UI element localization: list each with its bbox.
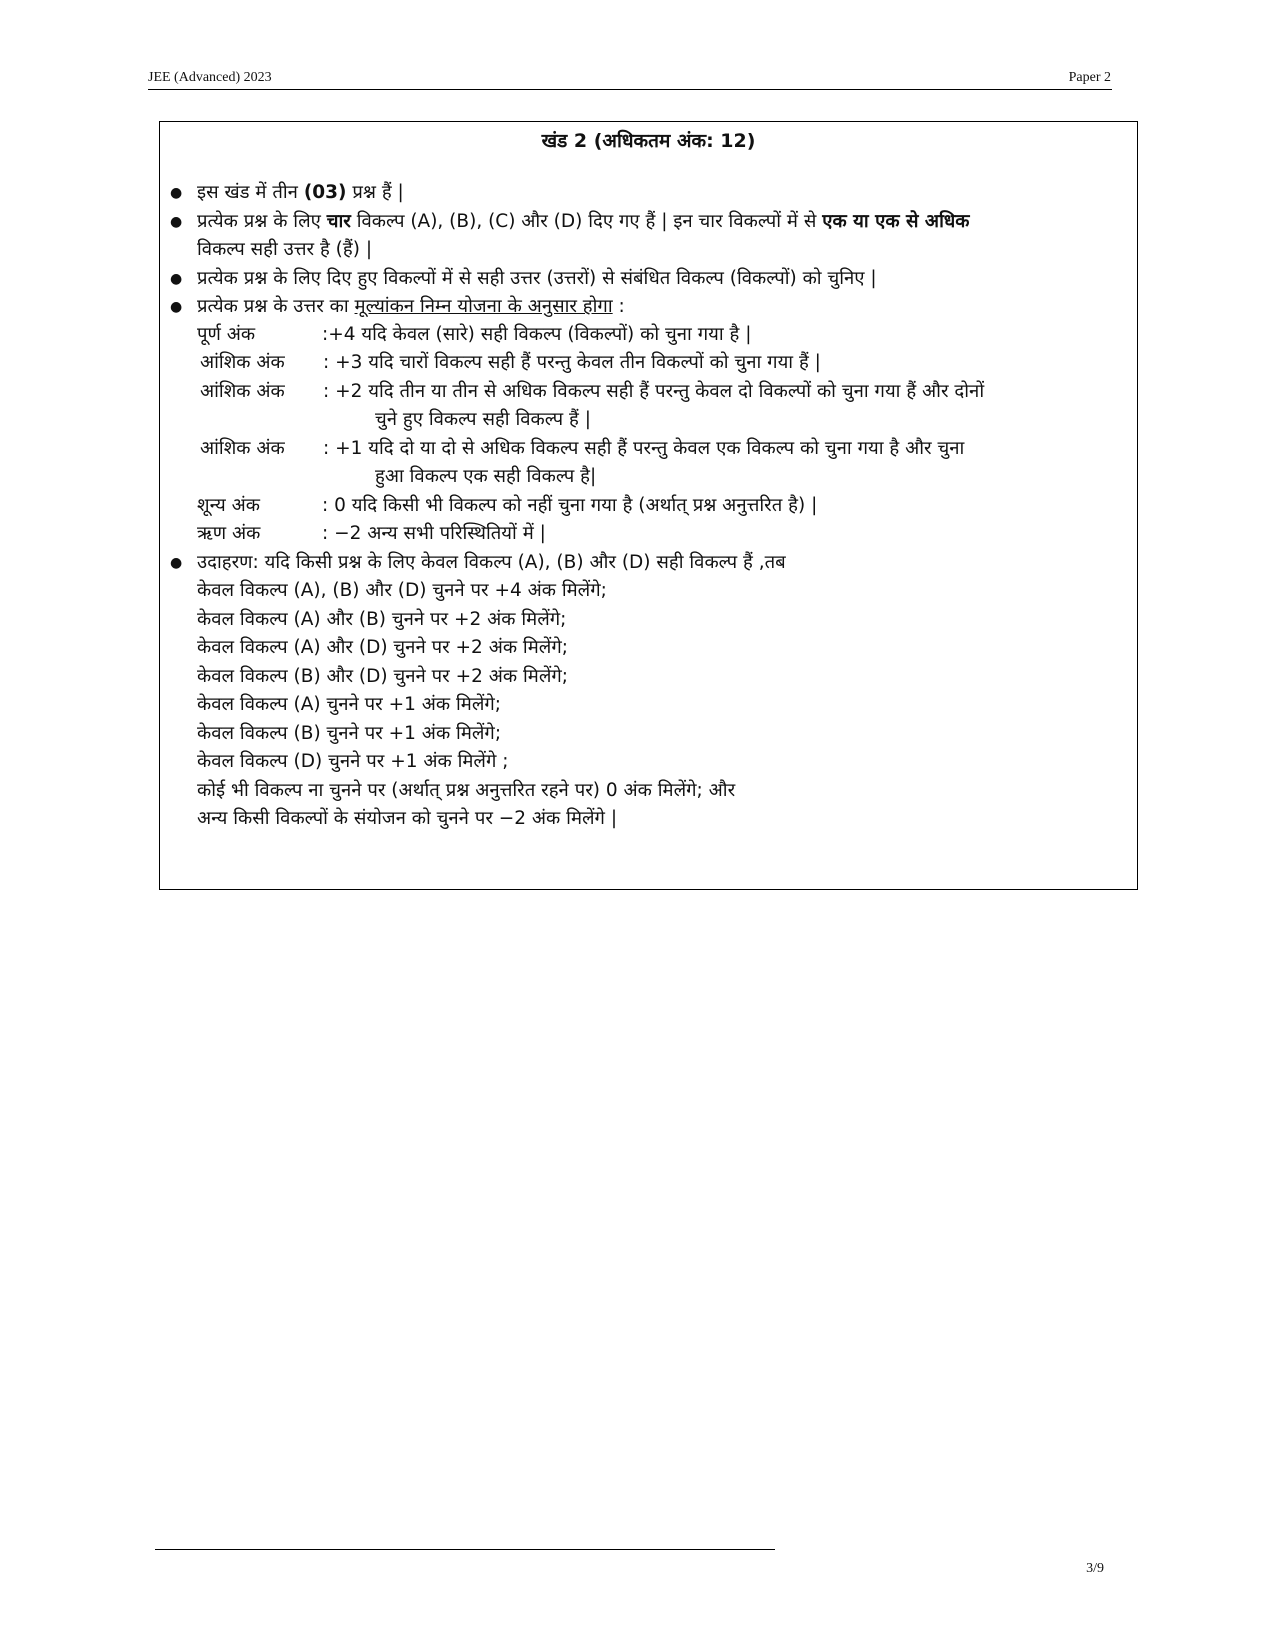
text: :	[612, 296, 625, 317]
marking-text: : −2 अन्य सभी परिस्थितियों में |	[322, 523, 546, 544]
section-title: खंड 2 (अधिकतम अंक: 12)	[541, 130, 756, 152]
bold-text: एक या एक से अधिक	[822, 211, 970, 232]
bullet-options-continued: विकल्प सही उत्तर है (हैं) |	[197, 239, 373, 260]
marking-negative	[197, 520, 546, 548]
marking-text: :+4 यदि केवल (सारे) सही विकल्प (विकल्पों) को चुना गया है |	[322, 324, 752, 345]
instructions-box	[159, 121, 1138, 890]
example-line: केवल विकल्प (B) चुनने पर +1 अंक मिलेंगे;	[197, 723, 502, 744]
example-line: केवल विकल्प (B) और (D) चुनने पर +2 अंक मिलेंगे;	[197, 666, 569, 687]
bold-text: (03)	[303, 182, 347, 203]
marking-partial-2	[197, 378, 984, 406]
marking-label: शून्य अंक	[197, 495, 260, 516]
marking-partial-2-continued: चुने हुए विकल्प सही विकल्प हैं |	[375, 409, 591, 430]
page-number: 3/9	[1086, 1561, 1104, 1576]
text: विकल्प (A), (B), (C) और (D) दिए गए हैं | इन चार विकल्पों में से	[350, 211, 823, 232]
example-line: केवल विकल्प (A) और (B) चुनने पर +2 अंक मिलेंगे;	[197, 609, 567, 630]
bullet-icon: ●	[170, 555, 183, 571]
header-paper-label: Paper 2	[1068, 70, 1111, 85]
marking-partial-1-continued: हुआ विकल्प एक सही विकल्प है|	[375, 466, 597, 487]
header-exam-title: JEE (Advanced) 2023	[148, 70, 272, 85]
marking-label: ऋण अंक	[197, 523, 261, 544]
marking-partial-1	[197, 435, 964, 463]
marking-label: आंशिक अंक	[200, 352, 285, 373]
marking-text: : +3 यदि चारों विकल्प सही हैं परन्तु केवल तीन विकल्पों को चुना गया हैं |	[323, 352, 821, 373]
example-intro: उदाहरण: यदि किसी प्रश्न के लिए केवल विकल्प (A), (B) और (D) सही विकल्प हैं ,तब	[197, 552, 786, 573]
bullet-marking-scheme	[197, 293, 625, 321]
bullet-question-count	[197, 179, 404, 207]
marking-label: आंशिक अंक	[200, 438, 285, 459]
marking-label: पूर्ण अंक	[197, 324, 256, 345]
marking-label: आंशिक अंक	[200, 381, 285, 402]
bullet-icon: ●	[170, 214, 183, 230]
bullet-choose: प्रत्येक प्रश्न के लिए दिए हुए विकल्पों में से सही उत्तर (उत्तरों) से संबंधित विकल्प (विकल्पों) को चुनिए |	[197, 268, 877, 289]
marking-text: : +1 यदि दो या दो से अधिक विकल्प सही हैं परन्तु केवल एक विकल्प को चुना गया है और चुना	[323, 438, 965, 459]
bold-text: चार	[326, 211, 351, 232]
marking-text: : 0 यदि किसी भी विकल्प को नहीं चुना गया है (अर्थात् प्रश्न अनुत्तरित है) |	[322, 495, 818, 516]
bullet-icon: ●	[170, 299, 183, 315]
example-line: कोई भी विकल्प ना चुनने पर (अर्थात् प्रश्न अनुत्तरित रहने पर) 0 अंक मिलेंगे; और	[197, 780, 736, 801]
text: प्रश्न हैं |	[346, 182, 404, 203]
marking-full	[197, 321, 751, 349]
bullet-options	[197, 208, 969, 236]
marking-text: : +2 यदि तीन या तीन से अधिक विकल्प सही हैं परन्तु केवल दो विकल्पों को चुना गया हैं और दोनों	[323, 381, 985, 402]
text: प्रत्येक प्रश्न के उत्तर का	[197, 296, 355, 317]
example-line: केवल विकल्प (A), (B) और (D) चुनने पर +4 अंक मिलेंगे;	[197, 580, 607, 601]
header-rule	[148, 89, 1112, 90]
bullet-icon: ●	[170, 271, 183, 287]
example-line: केवल विकल्प (D) चुनने पर +1 अंक मिलेंगे ;	[197, 751, 509, 772]
footer-rule	[155, 1549, 775, 1550]
marking-partial-3	[197, 349, 821, 377]
text: इस खंड में तीन	[197, 182, 304, 203]
example-line: केवल विकल्प (A) और (D) चुनने पर +2 अंक मिलेंगे;	[197, 637, 568, 658]
text: प्रत्येक प्रश्न के लिए	[197, 211, 327, 232]
example-line: केवल विकल्प (A) चुनने पर +1 अंक मिलेंगे;	[197, 694, 502, 715]
bullet-icon: ●	[170, 185, 183, 201]
marking-zero	[197, 492, 817, 520]
underlined-text: मूल्यांकन निम्न योजना के अनुसार होगा	[354, 296, 613, 317]
example-line: अन्य किसी विकल्पों के संयोजन को चुनने पर −2 अंक मिलेंगे |	[197, 808, 618, 829]
